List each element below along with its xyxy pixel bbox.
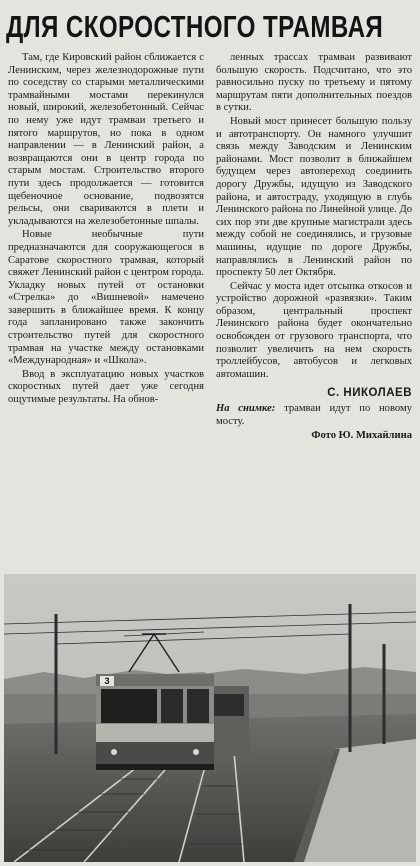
paragraph: ленных трассах трамваи развивают большую скорость. Подсчитано, что это равносильно пуску по третьему и пятому маршрутам пяти дополнительных поездов в сутки. [216, 52, 412, 114]
photo-caption [216, 403, 412, 428]
paragraph: Сейчас у моста идет отсыпка откосов и устройство дорожной «развязки». Таким образом, центральный проспект Ленинского района будет окончательно освобожден от грузового транспорта, что позволит увеличить на нем скорость троллейбусов, автобусов и легковых автомашин. [216, 280, 412, 380]
headline: ДЛЯ СКОРОСТНОГО ТРАМВАЯ [6, 9, 384, 44]
tram-photo [4, 574, 416, 862]
article-body [8, 52, 412, 572]
tram-route-number: 3 [104, 676, 110, 686]
caption-label: На снимке: [216, 403, 276, 415]
paragraph: Там, где Кировский район сближается с Ленинским, через железнодорожные пути по соседству со старыми металлическими трамвайными мостами перекинулся новый, широкий, железобетонный. Сейчас по нему уже идут трамваи третьего и пятого маршрутов, но пока в одном направлении — в Ленинский район, а возвращаются они в центр города по старым мостам. Строительство второго пути здесь продолжается — готовится щебеночное основание, подвозятся рельсы, они свариваются в плети и укладываются на железобетонные шпалы. [8, 52, 204, 227]
author-signature: С. НИКОЛАЕВ [327, 387, 412, 400]
article-column-2 [216, 52, 412, 572]
article-column-1 [8, 52, 204, 572]
paragraph: Новые необычные пути предназначаются для сооружающегося в Саратове скоростного трамвая, который свяжет Ленинский район с центром города. Укладку новых путей от остановки «Стрелка» до «Вишневой» намечено завершить в ближайшее время. К концу года запланировано также закончить строительство путей для скоростного трамвая на участке между остановками «Международная» и «Школа». [8, 229, 204, 367]
photo-credit: Фото Ю. Михайлина [311, 430, 412, 442]
caption-text: трамваи идут по новому мосту. [216, 403, 412, 427]
paragraph: Ввод в эксплуатацию новых участков скоростных путей дает уже сегодня ощутимые результаты. На обнов- [8, 368, 204, 406]
paragraph: Новый мост принесет большую пользу и автотранспорту. Он намного улучшит связь между Заводским и Ленинским районами. Мост позволит в ближайшем будущем через автопереход соединить дорогу Дружбы, идущую из Заводского района, и автостраду, уходящую в глубь Ленинского района по Линейной улице. До сих пор эти две крупные магистрали здесь между собой не соединялись, и грузовые машины, идущие по дороге Дружбы, направлялись в Ленинский район по проспекту 50 лет Октября. [216, 115, 412, 279]
